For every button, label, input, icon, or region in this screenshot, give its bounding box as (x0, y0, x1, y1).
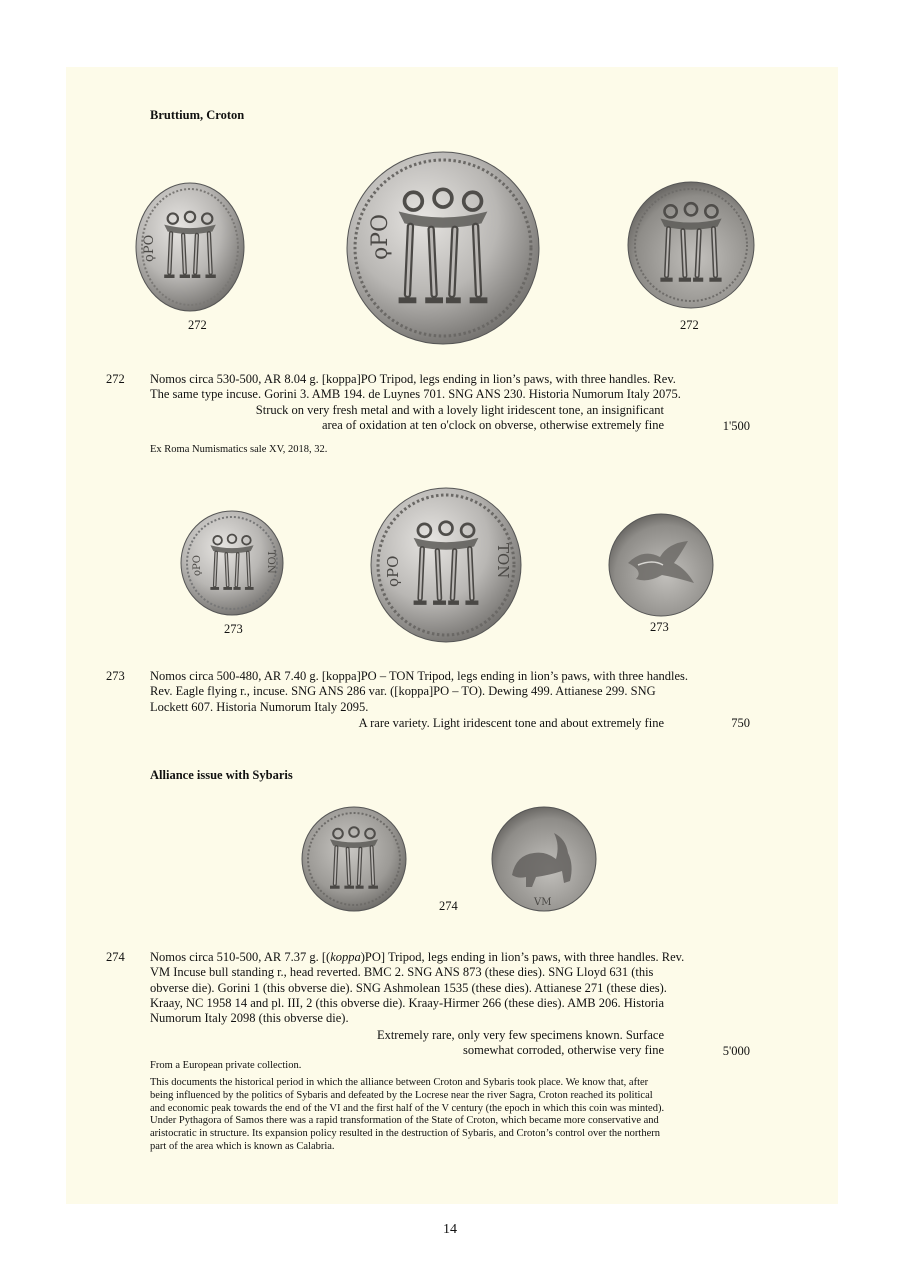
lot-274-description-suffix: )PO] Tripod, legs ending in lion’s paws, with three handles. Rev. (360, 950, 685, 964)
lot-272-description (150, 372, 750, 403)
svg-text:ϙΡΟ: ϙΡΟ (192, 555, 203, 576)
lot-273-description-line: Nomos circa 500-480, AR 7.40 g. [koppa]PO – TON Tripod, legs ending in lion’s paws, with three handles. (150, 669, 689, 683)
lot-273-condition (150, 716, 664, 731)
coin-274-obverse-image (300, 805, 408, 913)
lot-273-price: 750 (731, 716, 750, 730)
coin-274-label: 274 (439, 899, 458, 913)
section-title-alliance: Alliance issue with Sybaris (150, 768, 293, 782)
coin-273-label-right: 273 (650, 620, 669, 634)
lot-272-description-line: The same type incuse. Gorini 3. AMB 194. de Luynes 701. SNG ANS 230. Historia Numorum Italy 2075. (150, 387, 681, 402)
lot-274-commentary-line: part of the area which is known as Calabria. (150, 1140, 335, 1152)
coin-272-label-right: 272 (680, 318, 699, 332)
lot-274-condition-line: somewhat corroded, otherwise very fine (463, 1043, 664, 1058)
lot-274-description-line: Kraay, NC 1958 14 and pl. III, 2 (this obverse die). Kraay-Hirmer 266 (these dies). AMB 206. Historia (150, 995, 665, 1010)
coin-272-reverse-image (626, 180, 756, 310)
svg-text:ϙΡΟ: ϙΡΟ (142, 234, 157, 262)
svg-text:VM: VM (534, 897, 552, 908)
svg-text:ΤΟΝ: ΤΟΝ (265, 550, 276, 574)
lot-274-description-line: Numorum Italy 2098 (this obverse die). (150, 1011, 349, 1026)
lot-272-description-line: Nomos circa 530-500, AR 8.04 g. [koppa]PO Tripod, legs ending in lion’s paws, with three handles. Rev. (150, 372, 676, 386)
lot-274-description-prefix: Nomos circa 510-500, AR 7.37 g. [( (150, 950, 331, 964)
lot-273-description (150, 669, 750, 715)
lot-number-274: 274 (106, 950, 125, 964)
lot-274-description (150, 950, 750, 1026)
coin-272-obverse-image (135, 182, 245, 312)
lot-number-273: 273 (106, 669, 125, 683)
coin-274-reverse-image (490, 805, 598, 913)
lot-274-description-first-line (150, 950, 750, 965)
lot-274-provenance: From a European private collection. (150, 1060, 302, 1071)
lot-number-272: 272 (106, 372, 125, 386)
lot-274-commentary-line: being influenced by the politics of Sybaris and defeated by the Locrese near the river Sagra, Croton reached its political (150, 1089, 653, 1101)
lot-272-condition-line: area of oxidation at ten o'clock on obverse, otherwise extremely fine (321, 418, 664, 433)
svg-text:ϙΡΟ: ϙΡΟ (368, 213, 393, 260)
lot-274-commentary-line: This documents the historical period in which the alliance between Croton and Sybaris took place. We know that, after (150, 1077, 649, 1088)
svg-text:ΤΟΝ: ΤΟΝ (494, 543, 512, 579)
coin-273-label-left: 273 (224, 622, 243, 636)
lot-273-description-line: Lockett 607. Historia Numorum Italy 2095. (150, 699, 369, 714)
svg-text:ϙΡΟ: ϙΡΟ (384, 555, 402, 587)
lot-274-condition-line: Extremely rare, only very few specimens known. Surface (376, 1028, 664, 1042)
lot-274-commentary (150, 1077, 751, 1154)
lot-274-condition (150, 1028, 664, 1059)
lot-274-description-italic: koppa (330, 950, 361, 964)
coin-273-reverse-image (608, 513, 714, 617)
lot-272-provenance: Ex Roma Numismatics sale XV, 2018, 32. (150, 444, 328, 455)
lot-274-commentary-line: Under Pythagora of Samos there was a rapid transformation of the State of Croton, which became more conservative and (150, 1115, 659, 1127)
lot-272-price: 1'500 (722, 419, 750, 433)
lot-272-condition-line: Struck on very fresh metal and with a lovely light iridescent tone, an insignificant (255, 403, 664, 417)
section-title-croton: Bruttium, Croton (150, 108, 245, 122)
coin-272-enlarged-image (345, 150, 541, 346)
coin-273-enlarged-image (370, 487, 522, 643)
lot-274-description-line: obverse die). Gorini 1 (this obverse die). SNG Ashmolean 1535 (these dies). Attianese 271 (these dies). (150, 980, 667, 995)
lot-273-condition-line: A rare variety. Light iridescent tone and about extremely fine (358, 716, 664, 730)
coin-273-obverse-image (180, 510, 284, 616)
coin-272-label-left: 272 (188, 318, 207, 332)
lot-274-commentary-line: aristocratic in structure. Its expansion policy resulted in the destruction of Sybaris, and Croton’s control over the northern (150, 1128, 660, 1140)
lot-273-description-line: Rev. Eagle flying r., incuse. SNG ANS 286 var. ([koppa]PO – TO). Dewing 499. Attianese 299. SNG (150, 684, 656, 699)
page-number: 14 (443, 1222, 457, 1237)
lot-274-price: 5'000 (722, 1044, 750, 1058)
lot-274-commentary-line: and economic peak towards the end of the VI and the first half of the V century (the epoch in which this coin was minted). (150, 1102, 665, 1114)
lot-274-description-line: VM Incuse bull standing r., head reverted. BMC 2. SNG ANS 873 (these dies). SNG Lloyd 631 (this (150, 965, 654, 980)
lot-272-condition (150, 403, 664, 434)
